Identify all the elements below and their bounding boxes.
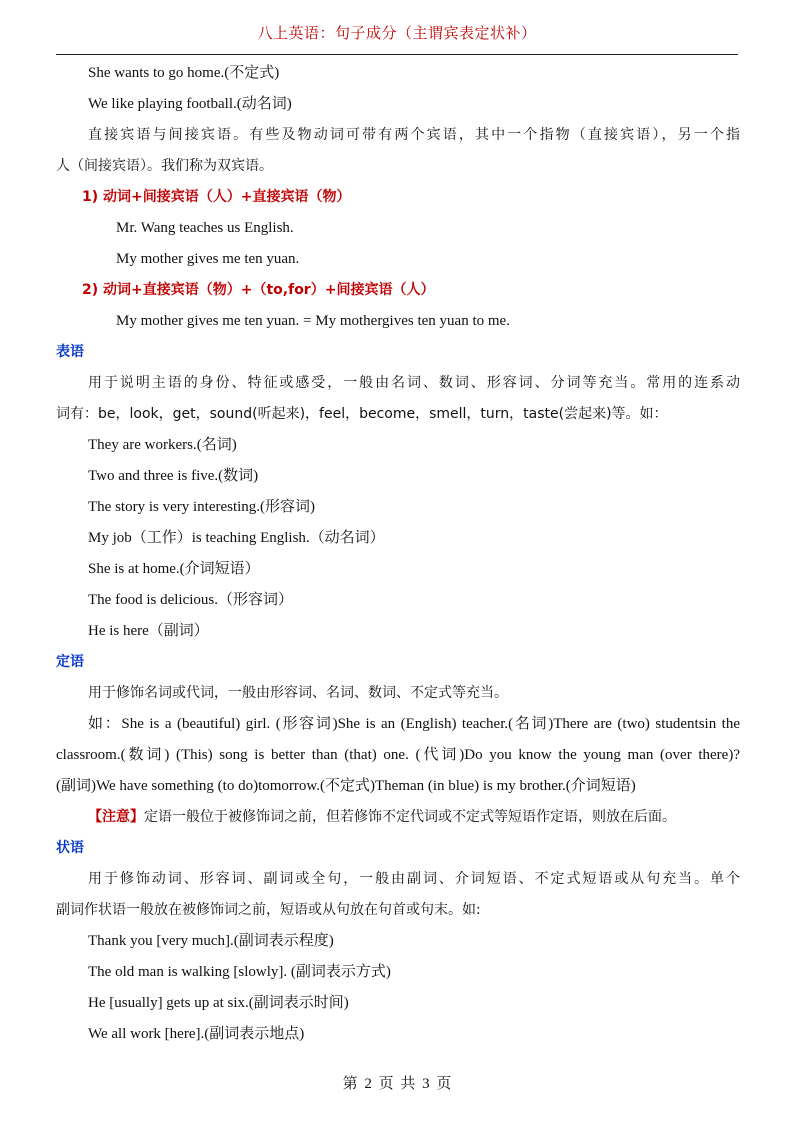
section-heading-attributive: 定语 xyxy=(56,654,84,670)
example-sentence: He [usually] gets up at six.(副词表示时间) xyxy=(88,995,349,1011)
rule-heading-1: 1) 动词+间接宾语（人）+直接宾语（物） xyxy=(82,189,351,205)
paragraph-line: 直接宾语与间接宾语。有些及物动词可带有两个宾语，其中一个指物（直接宾语），另一个指 xyxy=(88,127,740,143)
paragraph-line: (副词)We have something (to do)tomorrow.(不定式)Theman (in blue) is my brother.(介词短语) xyxy=(56,778,636,794)
example-sentence: The story is very interesting.(形容词) xyxy=(88,499,316,515)
example-sentence: He is here（副词） xyxy=(88,623,209,639)
note-text: 定语一般位于被修饰词之前，但若修饰不定代词或不定式等短语作定语，则放在后面。 xyxy=(144,809,676,825)
page-footer-number: 第 2 页 共 3 页 xyxy=(342,1076,452,1092)
example-sentence: They are workers.(名词) xyxy=(88,437,237,453)
paragraph-line: 副词作状语一般放在被修饰词之前，短语或从句放在句首或句末。如: xyxy=(56,902,481,918)
example-sentence: Thank you [very much].(副词表示程度) xyxy=(88,933,334,949)
example-sentence: We all work [here].(副词表示地点) xyxy=(88,1026,305,1042)
example-sentence: She wants to go home.(不定式) xyxy=(88,65,280,81)
example-sentence: Two and three is five.(数词) xyxy=(88,468,259,484)
rule-heading-2: 2) 动词+直接宾语（物）+（to,for）+间接宾语（人） xyxy=(82,282,435,298)
paragraph-line: 用于说明主语的身份、特征或感受，一般由名词、数词、形容词、分词等充当。常用的连系动 xyxy=(88,375,740,391)
paragraph-line: classroom.(数词) (This) song is better than (that) one. (代词)Do you know the young man (over there)? xyxy=(56,747,740,763)
example-sentence: Mr. Wang teaches us English. xyxy=(116,220,294,236)
document-body xyxy=(56,58,740,1050)
example-sentence: We like playing football.(动名词) xyxy=(88,96,292,112)
example-sentence: She is at home.(介词短语） xyxy=(88,561,260,577)
page-header-title: 八上英语：句子成分（主谓宾表定状补） xyxy=(257,24,537,42)
example-sentence: My job（工作）is teaching English.（动名词） xyxy=(88,530,385,546)
example-sentence: My mother gives me ten yuan. xyxy=(116,251,300,267)
paragraph-line: 人（间接宾语）。我们称为双宾语。 xyxy=(56,158,273,174)
section-heading-predicative: 表语 xyxy=(56,344,84,360)
note-label: 【注意】 xyxy=(88,809,144,825)
example-sentence: My mother gives me ten yuan. = My mothergives ten yuan to me. xyxy=(116,313,510,329)
paragraph-line: 用于修饰名词或代词，一般由形容词、名词、数词、不定式等充当。 xyxy=(88,685,508,701)
section-heading-adverbial: 状语 xyxy=(56,840,84,856)
paragraph-line: 如：She is a (beautiful) girl. (形容词)She is an (English) teacher.(名词)There are (two) studentsin the xyxy=(88,716,740,732)
header-divider xyxy=(56,54,738,55)
example-sentence: The old man is walking [slowly]. (副词表示方式) xyxy=(88,964,391,980)
note-line xyxy=(56,802,740,833)
paragraph-line: 用于修饰动词、形容词、副词或全句，一般由副词、介词短语、不定式短语或从句充当。单个 xyxy=(88,871,740,887)
example-sentence: The food is delicious.（形容词） xyxy=(88,592,293,608)
paragraph-line: 词有：be，look，get，sound(听起来)，feel，become，smell，turn，taste(尝起来)等。如： xyxy=(56,406,668,422)
